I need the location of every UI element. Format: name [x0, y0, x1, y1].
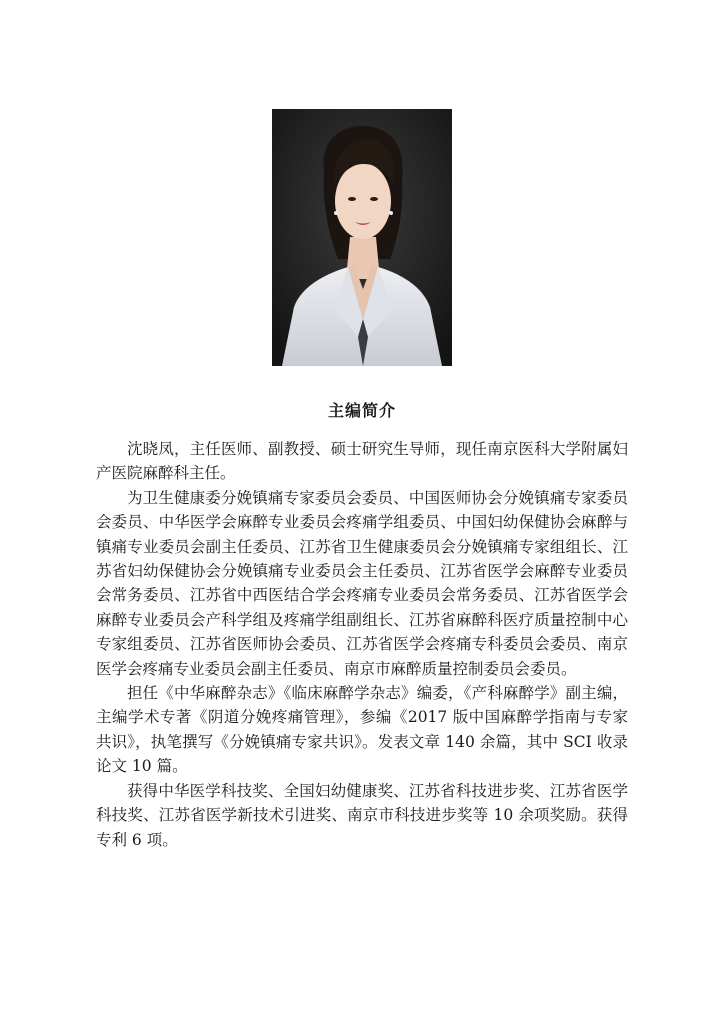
- bio-paragraph-position: 沈晓凤，主任医师、副教授、硕士研究生导师，现任南京医科大学附属妇产医院麻醉科主任。: [96, 440, 628, 483]
- bio-paragraph-awards: 获得中华医学科技奖、全国妇幼健康奖、江苏省科技进步奖、江苏省医学科技奖、江苏省医学新技术引进奖、南京市科技进步奖等 10 余项奖励。获得专利 6 项。: [96, 781, 628, 849]
- section-title: 主编简介: [327, 401, 396, 420]
- bio-paragraph-committees: 为卫生健康委分娩镇痛专家委员会委员、中国医师协会分娩镇痛专家委员会委员、中华医学会麻醉专业委员会疼痛学组委员、中国妇幼保健协会麻醉与镇痛专业委员会副主任委员、江苏省卫生健康委员会分娩镇痛专家组组长、江苏省妇幼保健协会分娩镇痛专业委员会主任委员、江苏省医学会麻醉专业委员会常务委员、江苏省中西医结合学会疼痛专业委员会常务委员、江苏省医学会麻醉专业委员会产科学组及疼痛学组副组长、江苏省麻醉科医疗质量控制中心专家组委员、江苏省医师协会委员、江苏省医学会疼痛专科委员会委员、南京医学会疼痛专业委员会副主任委员、南京市麻醉质量控制委员会委员。: [96, 488, 628, 678]
- bio-body: [96, 437, 628, 852]
- bio-paragraph-publications: 担任《中华麻醉杂志》《临床麻醉学杂志》编委，《产科麻醉学》副主编，主编学术专著《阴道分娩疼痛管理》，参编《2017 版中国麻醉学指南与专家共识》，执笔撰写《分娩镇痛专家共识》。发表文章 140 余篇，其中 SCI 收录论文 10 篇。: [96, 684, 628, 776]
- author-portrait-photo: [272, 109, 452, 366]
